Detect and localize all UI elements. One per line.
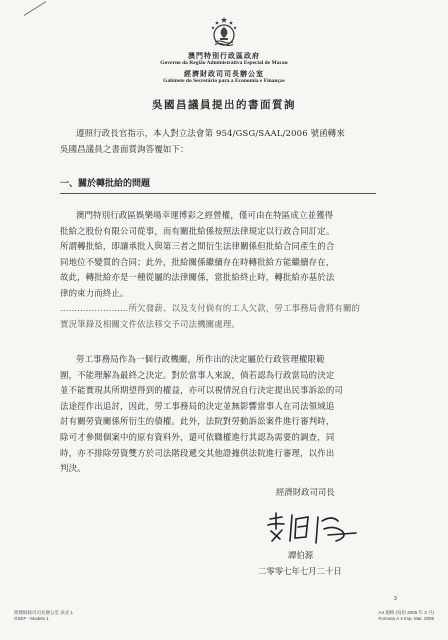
- document-title: 吳國昌議員提出的書面質詢: [152, 99, 296, 111]
- signatory-office: 經濟財政司司長: [276, 487, 335, 497]
- signature-date: 二零零七年七月二十日: [258, 566, 342, 576]
- paragraph-line: 法途徑作出追討，因此，勞工事務局的決定並無影響當事人在司法領域追: [60, 400, 335, 411]
- section-heading: 一、關於轉批給的問題: [60, 179, 151, 189]
- footer-line: A4 規格 (每份 2005 年 3 月): [378, 610, 434, 615]
- paragraph-line: 澳門特別行政區娛樂場幸運博彩之經營權，僅可由在特區成立並獲得: [76, 210, 334, 220]
- footer-line: GSEF - Modelo 1: [14, 616, 49, 621]
- gov-name-zh: 澳門特別行政區政府: [188, 51, 260, 60]
- paragraph-line: 判決。: [60, 463, 86, 474]
- footer-line: 經濟財政司司長辦公室 表式 1: [14, 610, 74, 615]
- paragraph-labour-fragment: [60, 301, 376, 332]
- paragraph-line: 時，亦不排除勞資雙方於司法階段遞交其他證據供法院進行審理，以作出: [60, 447, 335, 458]
- paragraph-line: 律的束力而終止。: [60, 287, 129, 298]
- office-name-pt: Gabinete do Secretário para a Economia e Finanças: [163, 78, 285, 84]
- paragraph-line: 批給之股份有限公司從事，而有關批給係按照法律規定以行政合同訂定。: [60, 225, 335, 236]
- paragraph-line: 圍，不能理解為最終之決定。對於當事人來說，倘若認為行政當局的決定: [60, 369, 335, 380]
- handwritten-signature-icon: [262, 507, 362, 549]
- section-divider: [60, 193, 376, 194]
- paragraph-line: 除可才參閱個案中的原有資料外，還可依職權進行其認為需要的調查，同: [60, 431, 335, 442]
- paragraph-subconcession: [60, 208, 376, 302]
- paragraph-line: 討有關勞資關係所衍生的債權。此外，法院對勞動訴訟案件進行審判時，: [60, 416, 335, 427]
- paragraph-line: 實況筆錄及相關文件依法移交予司法機關處理。: [60, 318, 241, 329]
- intro-line: 吳國昌議員之書面質詢答覆如下：: [60, 143, 189, 154]
- office-name-zh: 經濟財政司司長辦公室: [184, 69, 264, 78]
- page-number: 3: [394, 596, 397, 602]
- intro-line: 遵照行政長官指示，本人對立法會第 954/GSG/SAAL/2006 號函轉來: [76, 128, 345, 138]
- paragraph-line: 並不能實現其所期望得到的權益，亦可以視情況自行決定提出民事訴訟的司: [60, 385, 343, 396]
- macau-emblem-icon: [206, 16, 242, 48]
- footer-print-format: [342, 610, 434, 622]
- paragraph-line: 勞工事務局作為一個行政機關，所作出的決定屬於行政管理權限範: [76, 354, 325, 364]
- footer-form-code: [14, 610, 73, 622]
- paragraph-line: ……………………所欠發薪、以及支付倘有的工人欠款，勞工事務局會將有關的: [60, 303, 361, 313]
- footer-line: Formato A 4 Imp. Mar. 2005: [378, 616, 434, 621]
- scan-pen-mark: [24, 1, 47, 16]
- paragraph-line: 同地位不變質的合同；此外，批給關係繼續存在時轉批給方能繼續存在，: [60, 256, 335, 267]
- paragraph-line: 所謂轉批給，即讓承批人與第三者之間衍生法律關係但批給合同產生的合: [60, 241, 335, 252]
- signatory-name: 譚伯源: [288, 550, 314, 560]
- paragraph-line: 故此，轉批給亦是一種從屬的法律關係，當批給終止時，轉批給亦基於法: [60, 272, 335, 283]
- paragraph-labour-bureau: [60, 352, 376, 477]
- intro-paragraph: [60, 126, 376, 157]
- gov-name-pt: Governo da Região Administrativa Especial de Macau: [160, 60, 288, 66]
